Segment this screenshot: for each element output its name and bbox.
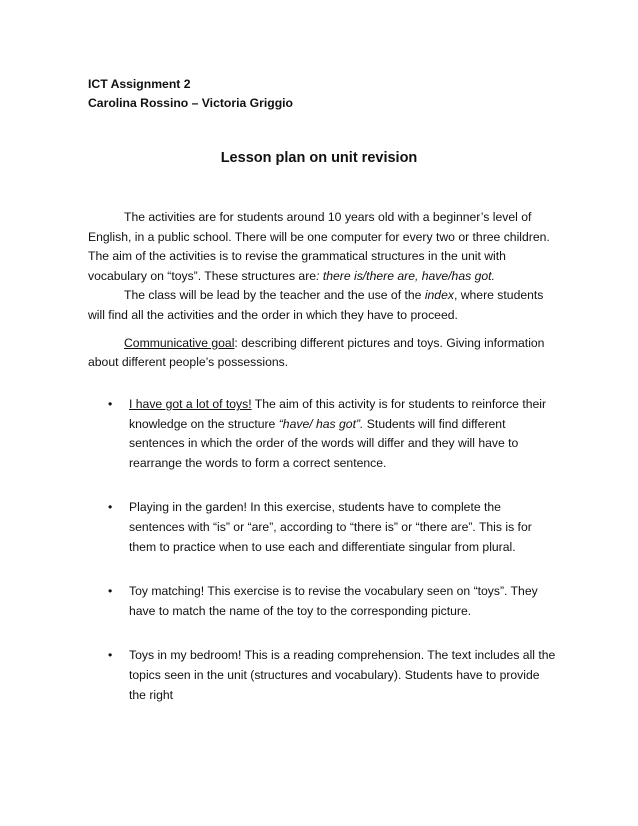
activity-text: Toys in my bedroom! This is a reading comprehension. The text includes all the topics seen in the unit (structures and vocabulary). Students have to provide the right [129, 648, 556, 702]
list-item [88, 395, 558, 473]
list-item [88, 646, 558, 705]
activity-text: Toy matching! This exercise is to revise the vocabulary seen on “toys”. They have to match the name of the toy to the corresponding picture. [129, 584, 538, 618]
assignment-title: ICT Assignment 2 [88, 77, 191, 91]
communicative-goal [88, 334, 558, 373]
bullet-icon: • [108, 500, 113, 515]
intro-section [88, 208, 558, 373]
activity-text: The aim of this activity is for students to reinforce their knowledge on the structure [129, 397, 547, 431]
lesson-plan-title: Lesson plan on unit revision [220, 150, 418, 166]
structures-text: : there is/there are, have/has got. [316, 268, 495, 283]
activity-text: Playing in the garden! In this exercise, students have to complete the sentences with “is” or “are”, according to “there is” or “there are”. This is for them to practice when to use each and differentiate singular from plural. [129, 500, 532, 554]
structure-text: “have/ has got”. [278, 416, 364, 431]
activity-title: I have got a lot of toys! [129, 397, 252, 411]
index-term: index [424, 288, 454, 303]
list-item [88, 582, 558, 621]
activity-text: Students will find different sentences in which the order of the words will differ and they will have to rearrange the words to form a correct sentence. [129, 416, 519, 470]
intro-text: , where students will find all the activities and the order in which they have to proceed. [88, 288, 544, 322]
intro-paragraph-1 [88, 208, 558, 286]
bullet-icon: • [108, 397, 113, 411]
activity-list [88, 395, 558, 705]
intro-text: The activities are for students around 10 years old with a beginner’s level of English, in a public school. There will be one computer for every two or three children. The aim of the activities is to revise the grammatical structures in the unit with vocabulary on “toys”. These structures are [88, 210, 550, 283]
goal-text: : describing different pictures and toys. Giving information about different people’s possessions. [88, 335, 545, 370]
intro-paragraph-2 [88, 286, 558, 325]
bullet-icon: • [108, 584, 113, 599]
bullet-icon: • [108, 648, 113, 663]
goal-label: Communicative goal [124, 335, 235, 350]
list-item [88, 498, 558, 557]
document-header [88, 75, 293, 113]
authors: Carolina Rossino – Victoria Griggio [88, 96, 293, 110]
intro-text: The class will be lead by the teacher and the use of the [124, 288, 425, 303]
